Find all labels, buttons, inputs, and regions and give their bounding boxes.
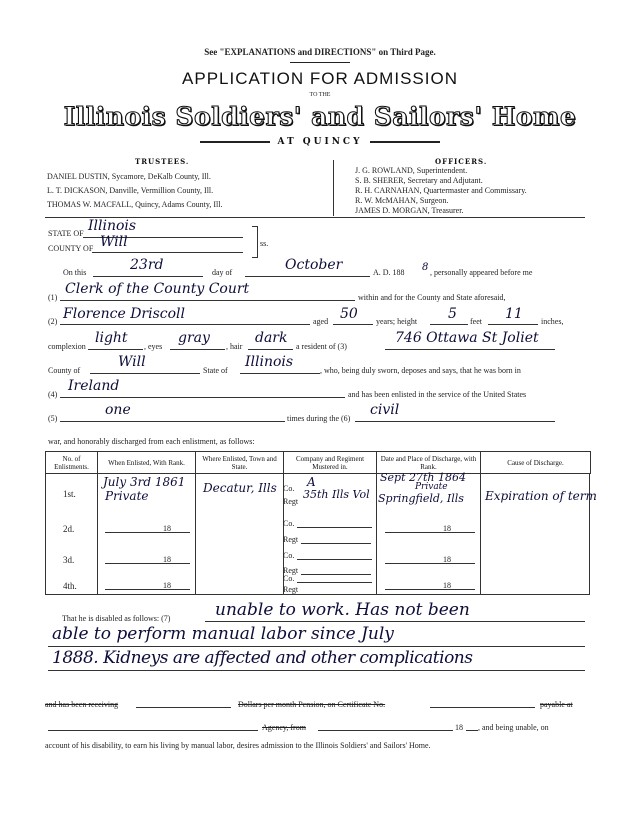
note-1: (1)	[48, 293, 58, 302]
text-resident: a resident of (3)	[296, 342, 347, 351]
year-digit: 8	[422, 262, 429, 273]
fill-line	[205, 621, 585, 622]
col-header: Company and Regiment Mustered in.	[284, 452, 377, 474]
enlistment-table	[45, 451, 597, 594]
text-sworn: , who, being duly sworn, deposes and says, that he was born in	[320, 366, 521, 375]
regt-label: Regt	[283, 497, 299, 506]
text-on-this: On this	[63, 268, 87, 277]
name-line	[60, 324, 310, 325]
col-header: Cause of Discharge.	[481, 452, 591, 474]
pension-text-2: Dollars per month Pension, on Certificate No.	[238, 700, 386, 709]
fill-line	[385, 589, 475, 590]
fill-line	[297, 559, 372, 560]
discharge-rank: Private	[415, 482, 448, 492]
county-line	[92, 252, 243, 253]
row-number: 4th.	[63, 581, 77, 591]
text-enlisted: and has been enlisted in the service of the United States	[348, 390, 527, 399]
text-ad: A. D. 188	[373, 268, 405, 277]
pension-text-4: , and being unable, on	[478, 723, 549, 732]
co-label: Co.	[283, 551, 295, 560]
company-value: A	[307, 475, 316, 489]
trustees-list	[47, 170, 223, 212]
text-complexion: complexion	[48, 342, 86, 351]
ss-label: ss.	[260, 239, 269, 248]
enlist-place: Decatur, Ills	[203, 481, 277, 495]
text-hair: , hair	[226, 342, 243, 351]
co-label: Co.	[283, 519, 295, 528]
col-header: No. of Enlistments.	[46, 452, 98, 474]
day-value: 23rd	[130, 257, 164, 273]
applicant-name: Florence Driscoll	[63, 306, 185, 322]
text-within: within and for the County and State aforesaid,	[358, 293, 506, 302]
enlist-year: 18	[163, 581, 171, 590]
month-line	[245, 276, 370, 277]
fill-line	[318, 730, 453, 731]
birthplace-value: Ireland	[68, 378, 120, 394]
co-label: Co.	[283, 484, 295, 493]
county-value: Will	[100, 234, 128, 250]
discharge-year: 18	[443, 555, 451, 564]
fill-line	[385, 532, 475, 533]
divider	[370, 141, 440, 143]
trustee-item: DANIEL DUSTIN, Sycamore, DeKalb County, Ill.	[47, 172, 211, 181]
officer-item: J. G. ROWLAND, Superintendent.	[355, 166, 468, 175]
text-day-of: day of	[212, 268, 233, 277]
officer-value: Clerk of the County Court	[65, 281, 250, 297]
officer-item: R. H. CARNAHAN, Quartermaster and Commissary.	[355, 186, 527, 195]
discharge-cause: Expiration of term	[485, 489, 597, 503]
final-statement: account of his disability, to earn his living by manual labor, desires admission to the Illinois Soldiers' and Sailors' Home.	[45, 741, 431, 750]
see-explanations-note: See "EXPLANATIONS and DIRECTIONS" on Third Page.	[204, 47, 436, 57]
times-line	[60, 421, 285, 422]
fill-line	[297, 527, 372, 528]
disability-label: That he is disabled as follows: (7)	[62, 614, 171, 623]
divider	[195, 473, 196, 594]
row-number: 3d.	[63, 555, 75, 565]
enlist-year: 18	[163, 524, 171, 533]
location-label: AT QUINCY	[277, 137, 363, 147]
trustee-item: THOMAS W. MACFALL, Quincy, Adams County, Ill.	[47, 200, 223, 209]
pension-text-1: and has been receiving	[45, 700, 119, 709]
enlist-year: 18	[163, 555, 171, 564]
day-line	[93, 276, 203, 277]
note-4: (4)	[48, 390, 58, 399]
enlist-rank: Private	[105, 489, 149, 503]
regiment-value: 35th Ills Vol	[303, 488, 370, 501]
fill-line	[105, 589, 190, 590]
divider	[200, 141, 270, 143]
co-label: Co.	[283, 574, 295, 583]
text-feet: feet	[470, 317, 482, 326]
county2-line	[90, 373, 200, 374]
fill-line	[48, 730, 258, 731]
times-value: one	[105, 402, 131, 418]
fill-line	[136, 707, 231, 708]
war-value: civil	[370, 402, 400, 418]
age-line	[333, 324, 373, 325]
note-5: (5)	[48, 414, 58, 423]
eyes-line	[170, 349, 225, 350]
divider	[97, 473, 98, 594]
complexion-value: light	[95, 330, 128, 346]
fill-line	[385, 563, 475, 564]
text-county-of: County of	[48, 366, 81, 375]
col-header: Where Enlisted, Town and State.	[196, 452, 284, 474]
divider	[480, 473, 481, 594]
col-header: Date and Place of Discharge, with Rank.	[377, 452, 481, 474]
divider	[45, 594, 590, 595]
row-number: 2d.	[63, 524, 75, 534]
text-state-of: State of	[203, 366, 228, 375]
pension-agency: Agency, from	[262, 723, 306, 732]
inches-line	[488, 324, 538, 325]
divider	[290, 62, 350, 63]
enlist-date: July 3rd 1861	[103, 475, 186, 489]
officer-item: JAMES D. MORGAN, Treasurer.	[355, 206, 464, 215]
fill-line	[430, 707, 535, 708]
text-eyes: , eyes	[144, 342, 163, 351]
inches-value: 11	[505, 306, 523, 322]
eyes-value: gray	[178, 330, 210, 346]
fill-line	[105, 532, 190, 533]
trustee-item: L. T. DICKASON, Danville, Vermillion County, Ill.	[47, 186, 214, 195]
row-number: 1st.	[63, 489, 76, 499]
hair-value: dark	[255, 330, 288, 346]
discharge-date: Sept 27th 1864	[380, 471, 466, 484]
disability-line-2: able to perform manual labor since July	[52, 624, 394, 644]
birthplace-line	[60, 397, 345, 398]
county-label: COUNTY OF	[48, 244, 94, 253]
pension-year: 18	[455, 723, 463, 732]
home-name: Illinois Soldiers' and Sailors' Home	[63, 102, 577, 131]
disability-line-1: unable to work. Has not been	[215, 600, 470, 620]
pension-text-3: payable at	[540, 700, 573, 709]
officers-heading: OFFICERS.	[435, 157, 488, 166]
residence-value: 746 Ottawa St Joliet	[395, 330, 539, 346]
divider	[45, 473, 46, 594]
regt-label: Regt	[283, 585, 299, 594]
fill-line	[48, 670, 585, 671]
feet-value: 5	[448, 306, 457, 322]
war-line	[355, 421, 555, 422]
residence-line	[385, 349, 555, 350]
county2-value: Will	[118, 354, 146, 370]
form-title: APPLICATION FOR ADMISSION	[182, 69, 458, 88]
fill-line	[297, 582, 372, 583]
officer-line	[60, 300, 355, 301]
hair-line	[248, 349, 293, 350]
complexion-line	[88, 349, 143, 350]
fill-line	[301, 543, 371, 544]
discharge-year: 18	[443, 581, 451, 590]
state2-value: Illinois	[245, 354, 294, 370]
month-value: October	[285, 257, 343, 273]
divider	[333, 160, 334, 216]
regt-label: Regt	[283, 566, 299, 575]
text-inches: inches,	[541, 317, 564, 326]
fill-line	[466, 730, 478, 731]
discharge-year: 18	[443, 524, 451, 533]
disability-line-3: 1888. Kidneys are affected and other complications	[52, 648, 473, 668]
text-personally: , personally appeared before me	[430, 268, 533, 277]
text-war-line: war, and honorably discharged from each enlistment, as follows:	[48, 437, 255, 446]
state-label: STATE OF	[48, 229, 84, 238]
officer-item: R. W. McMAHAN, Surgeon.	[355, 196, 449, 205]
feet-line	[430, 324, 468, 325]
trustees-heading: TRUSTEES.	[135, 157, 190, 166]
divider	[376, 473, 377, 594]
regt-label: Regt	[283, 535, 299, 544]
officers-list	[355, 166, 527, 216]
text-aged: aged	[313, 317, 329, 326]
fill-line	[301, 574, 371, 575]
fill-line	[48, 646, 585, 647]
to-the-label: TO THE	[309, 92, 331, 98]
fill-line	[105, 563, 190, 564]
officer-item: S. B. SHERER, Secretary and Adjutant.	[355, 176, 483, 185]
note-2: (2)	[48, 317, 58, 326]
bracket	[252, 226, 258, 258]
age-value: 50	[340, 306, 358, 322]
state-value: Illinois	[88, 218, 137, 234]
state2-line	[240, 373, 320, 374]
discharge-place: Springfield, Ills	[378, 492, 464, 505]
text-years-height: years; height	[376, 317, 418, 326]
col-header: When Enlisted, With Rank.	[98, 452, 196, 474]
text-times-during: times during the (6)	[287, 414, 351, 423]
